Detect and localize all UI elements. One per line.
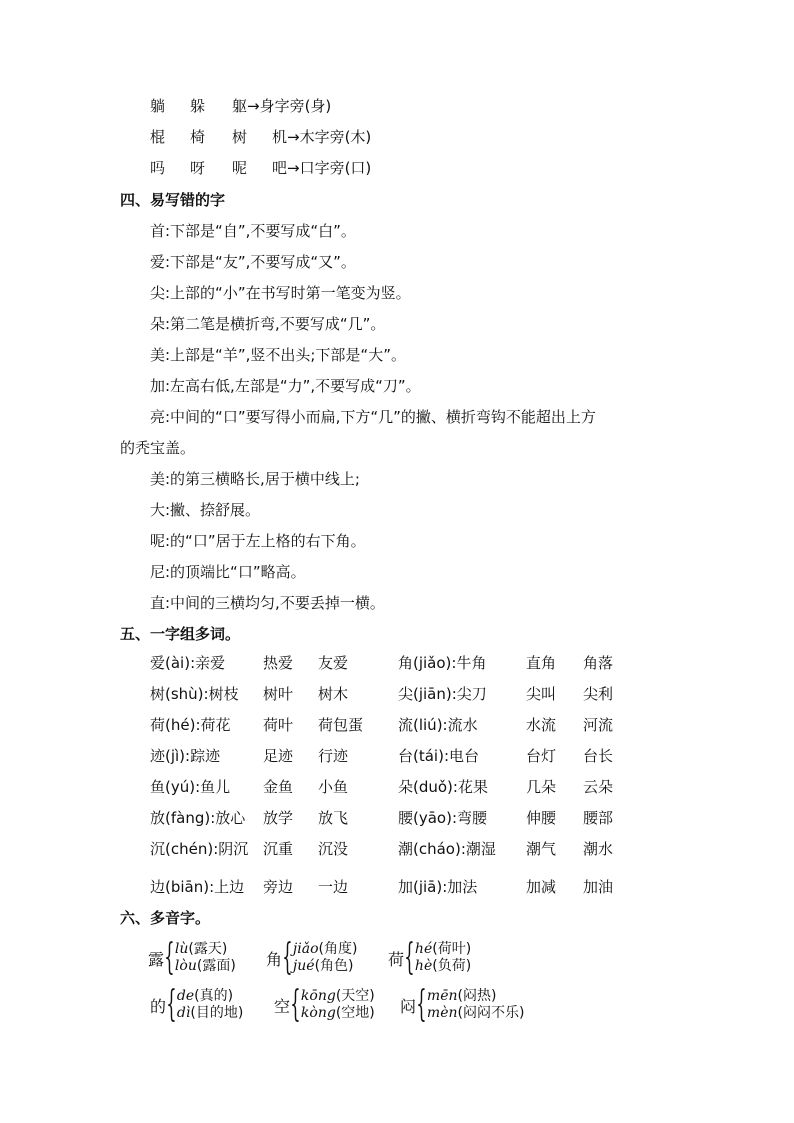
word-group-word: 树木 (318, 685, 349, 703)
word-group-head: 放(fàng):放心 (150, 809, 246, 827)
brace-icon: { (416, 984, 427, 1025)
polyphone-reading (427, 988, 525, 1005)
word-group-head: 腰(yāo):弯腰 (398, 809, 488, 827)
section-heading-4: 四、易写错的字 (120, 191, 226, 209)
word-group-word: 旁边 (263, 878, 294, 896)
polyphone-char: 荷 (388, 949, 405, 969)
word-group-word: 足迹 (263, 747, 294, 765)
example-word: (负荷) (432, 958, 472, 974)
pinyin: mèn (426, 1005, 458, 1021)
word-group-word: 荷包蛋 (318, 716, 364, 734)
word-group-word: 台长 (583, 747, 614, 765)
polyphone-group (274, 984, 375, 1025)
rule-line: 大:撇、捺舒展。 (150, 501, 261, 519)
radical-char: 吧→口字旁(口) (272, 159, 372, 177)
radical-char: 棍 (150, 128, 166, 146)
polyphone-reading (177, 1005, 243, 1022)
polyphone-reading (175, 958, 236, 975)
word-group-word: 树叶 (263, 685, 294, 703)
rule-line: 直:中间的三横均匀,不要丢掉一横。 (150, 594, 385, 612)
pinyin: hè (414, 958, 433, 974)
radical-char: 躺 (150, 97, 166, 115)
pinyin: mēn (426, 988, 458, 1004)
word-group-word: 角落 (583, 654, 614, 672)
polyphone-group (150, 984, 244, 1025)
example-word: (露面) (196, 958, 236, 974)
pinyin: de (176, 988, 195, 1004)
pinyin: jué (292, 958, 315, 974)
radical-char: 吗 (150, 159, 166, 177)
word-group-head: 沉(chén):阴沉 (150, 840, 249, 858)
polyphone-group (400, 984, 525, 1025)
brace-icon: { (166, 984, 177, 1025)
word-group-word: 行迹 (318, 747, 349, 765)
pinyin: lòu (174, 958, 197, 974)
word-group-word: 放学 (263, 809, 294, 827)
polyphone-char: 的 (150, 996, 167, 1016)
example-word: (闷热) (457, 988, 497, 1004)
word-group-word: 金鱼 (263, 778, 294, 796)
polyphone-reading (415, 958, 471, 975)
brace-icon: { (404, 937, 415, 978)
word-group-head: 潮(cháo):潮湿 (398, 840, 496, 858)
radical-char: 椅 (190, 128, 206, 146)
section-heading-6: 六、多音字。 (120, 909, 211, 927)
radical-char: 树 (232, 128, 248, 146)
polyphone-group (266, 937, 358, 978)
polyphone-reading (177, 988, 243, 1005)
polyphone-group (148, 937, 236, 978)
pinyin: dì (176, 1005, 191, 1021)
rule-line: 首:下部是“自”,不要写成“白”。 (150, 222, 356, 240)
word-group-word: 放飞 (318, 809, 349, 827)
section-heading-5: 五、一字组多词。 (120, 625, 241, 643)
word-group-word: 荷叶 (263, 716, 294, 734)
word-group-word: 潮水 (583, 840, 614, 858)
rule-line-continued: 的秃宝盖。 (120, 439, 196, 457)
word-group-head: 加(jiā):加法 (398, 878, 478, 896)
pinyin: lù (174, 941, 189, 957)
example-word: (真的) (194, 988, 234, 1004)
word-group-word: 加减 (526, 878, 557, 896)
pinyin: kòng (300, 1005, 336, 1021)
rule-line: 美:的第三横略长,居于横中线上; (150, 470, 360, 488)
word-group-word: 尖利 (583, 685, 614, 703)
word-group-head: 朵(duǒ):花果 (398, 778, 488, 796)
word-group-word: 小鱼 (318, 778, 349, 796)
example-word: (角度) (318, 941, 358, 957)
pinyin: jiǎo (292, 941, 319, 957)
word-group-word: 水流 (526, 716, 557, 734)
word-group-word: 几朵 (526, 778, 557, 796)
polyphone-reading (427, 1005, 525, 1022)
word-group-word: 河流 (583, 716, 614, 734)
word-group-word: 沉重 (263, 840, 294, 858)
word-group-word: 腰部 (583, 809, 614, 827)
word-group-head: 尖(jiān):尖刀 (398, 685, 487, 703)
polyphone-char: 闷 (400, 996, 417, 1016)
example-word: (闷闷不乐) (457, 1005, 525, 1021)
polyphone-char: 露 (148, 949, 165, 969)
rule-line: 爱:下部是“友”,不要写成“又”。 (150, 253, 356, 271)
example-word: (目的地) (190, 1005, 244, 1021)
radical-char: 呢 (232, 159, 248, 177)
word-group-head: 边(biān):上边 (150, 878, 245, 896)
polyphone-reading (301, 988, 375, 1005)
word-group-head: 流(liú):流水 (398, 716, 478, 734)
radical-char: 躲 (190, 97, 206, 115)
example-word: (空地) (335, 1005, 375, 1021)
polyphone-reading (293, 958, 358, 975)
rule-line: 朵:第二笔是横折弯,不要写成“几”。 (150, 315, 386, 333)
polyphone-reading (293, 941, 358, 958)
brace-icon: { (290, 984, 301, 1025)
polyphone-reading (175, 941, 236, 958)
pinyin: kōng (300, 988, 336, 1004)
rule-line: 亮:中间的“口”要写得小而扁,下方“几”的撇、横折弯钩不能超出上方 (150, 408, 596, 426)
word-group-word: 尖叫 (526, 685, 557, 703)
radical-char: 机→木字旁(木) (272, 128, 372, 146)
rule-line: 呢:的“口”居于左上格的右下角。 (150, 532, 366, 550)
brace-icon: { (282, 937, 293, 978)
word-group-head: 树(shù):树枝 (150, 685, 239, 703)
word-group-word: 友爱 (318, 654, 349, 672)
word-group-head: 荷(hé):荷花 (150, 716, 231, 734)
word-group-head: 爱(ài):亲爱 (150, 654, 226, 672)
word-group-word: 直角 (526, 654, 557, 672)
polyphone-reading (415, 941, 471, 958)
word-group-head: 台(tái):电台 (398, 747, 479, 765)
word-group-word: 热爱 (263, 654, 294, 672)
example-word: (角色) (314, 958, 354, 974)
word-group-word: 沉没 (318, 840, 349, 858)
rule-line: 加:左高右低,左部是“力”,不要写成“刀”。 (150, 377, 421, 395)
radical-char: 躯→身字旁(身) (232, 97, 332, 115)
word-group-word: 台灯 (526, 747, 557, 765)
word-group-word: 云朵 (583, 778, 614, 796)
word-group-word: 加油 (583, 878, 614, 896)
word-group-head: 鱼(yú):鱼儿 (150, 778, 231, 796)
polyphone-char: 空 (274, 996, 291, 1016)
rule-line: 尖:上部的“小”在书写时第一笔变为竖。 (150, 284, 411, 302)
polyphone-char: 角 (266, 949, 283, 969)
rule-line: 美:上部是“羊”,竖不出头;下部是“大”。 (150, 346, 406, 364)
word-group-word: 潮气 (526, 840, 557, 858)
pinyin: hé (414, 941, 433, 957)
polyphone-group (388, 937, 472, 978)
word-group-word: 一边 (318, 878, 349, 896)
rule-line: 尼:的顶端比“口”略高。 (150, 563, 306, 581)
word-group-head: 迹(jì):踪迹 (150, 747, 221, 765)
radical-char: 呀 (190, 159, 206, 177)
example-word: (天空) (335, 988, 375, 1004)
word-group-head: 角(jiǎo):牛角 (398, 654, 487, 672)
example-word: (荷叶) (432, 941, 472, 957)
polyphone-reading (301, 1005, 375, 1022)
brace-icon: { (164, 937, 175, 978)
word-group-word: 伸腰 (526, 809, 557, 827)
example-word: (露天) (188, 941, 228, 957)
